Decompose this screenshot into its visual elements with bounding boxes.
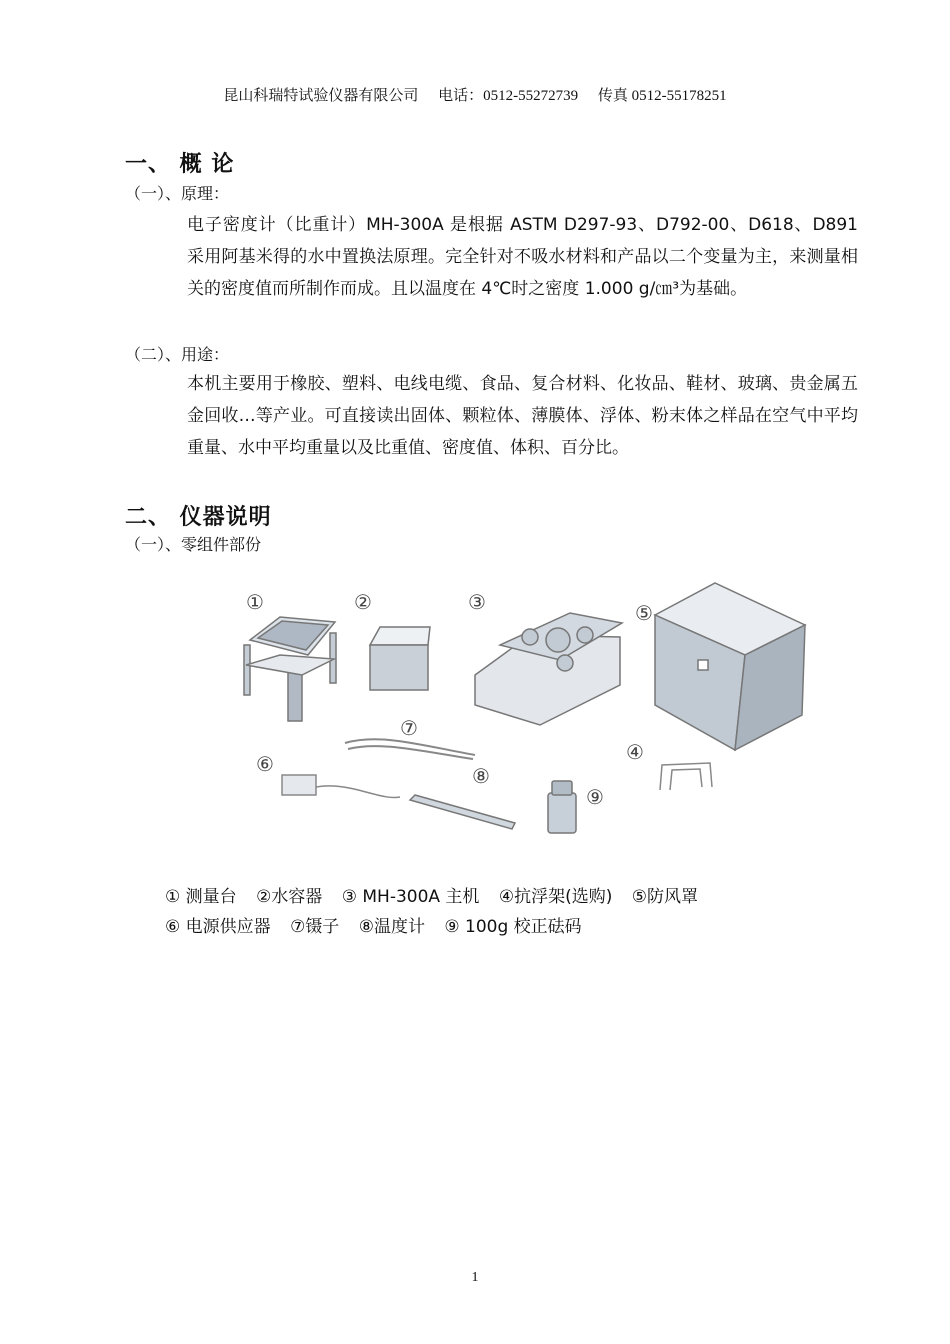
caption-item-8: ⑧温度计: [358, 917, 425, 937]
thermometer-illustration: [410, 795, 515, 829]
caption-item-3: ③ MH-300A 主机: [341, 887, 480, 907]
figure-number-6: ⑥: [256, 754, 274, 776]
calibration-weight-illustration: [548, 781, 576, 833]
section-2-sub-1-label: （一）、零组件部份: [125, 537, 262, 554]
measuring-stand-illustration: [244, 617, 336, 721]
caption-item-6: ⑥ 电源供应器: [165, 917, 271, 937]
water-container-illustration: [370, 627, 430, 690]
caption-item-4: ④抗浮架(选购): [498, 887, 613, 907]
section-2-title: 二、 仪器说明: [125, 505, 272, 530]
section-1-sub-1-label: （一）、原理：: [125, 186, 230, 203]
figure-number-7: ⑦: [400, 718, 418, 740]
figure-number-5: ⑤: [635, 603, 653, 625]
company-name: 昆山科瑞特试验仪器有限公司: [223, 88, 419, 104]
caption-item-9: ⑨ 100g 校正砝码: [444, 917, 582, 937]
figure-number-2: ②: [354, 592, 372, 614]
caption-item-2: ②水容器: [256, 887, 323, 907]
section-1-title: 一、 概 论: [125, 152, 235, 177]
anti-float-rack-illustration: [660, 763, 712, 790]
figure-number-9: ⑨: [586, 787, 604, 809]
wind-shield-illustration: [655, 583, 805, 750]
caption-item-1: ① 测量台: [165, 887, 237, 907]
caption-item-5: ⑤防风罩: [631, 887, 699, 907]
caption-line-2: [165, 912, 596, 937]
figure-number-4: ④: [626, 742, 644, 764]
components-figure: [230, 575, 820, 845]
tweezers-illustration: [345, 739, 475, 759]
figure-number-3: ③: [468, 592, 486, 614]
usage-paragraph: 本机主要用于橡胶、塑料、电线电缆、食品、复合材料、化妆品、鞋材、玻璃、贵金属五金回收…等产业。可直接读出固体、颗粒体、薄膜体、浮体、粉末体之样品在空气中平均重量、水中平均重量以及比重值、密度值、体积、百分比。: [187, 374, 858, 458]
power-supply-illustration: [282, 775, 400, 798]
page-number: 1: [471, 1270, 479, 1285]
phone-number: 电话：0512-55272739: [438, 88, 579, 104]
caption-line-1: [165, 882, 712, 907]
section-1-sub-2-label: （二）、用途：: [125, 347, 230, 364]
fax-number: 传真 0512-55178251: [597, 88, 727, 104]
figure-number-1: ①: [246, 592, 264, 614]
caption-item-7: ⑦镊子: [290, 917, 340, 937]
figure-number-8: ⑧: [472, 766, 490, 788]
page-header: [0, 84, 950, 105]
principle-paragraph: 电子密度计（比重计）MH-300A 是根据 ASTM D297-93、D792-00、D618、D891 采用阿基米得的水中置换法原理。完全针对不吸水材料和产品以二个变量为主，来测量相关的密度值而所制作而成。且以温度在 4℃时之密度 1.000 g/㎝³为基础。: [187, 215, 858, 299]
main-unit-illustration: [475, 613, 622, 725]
